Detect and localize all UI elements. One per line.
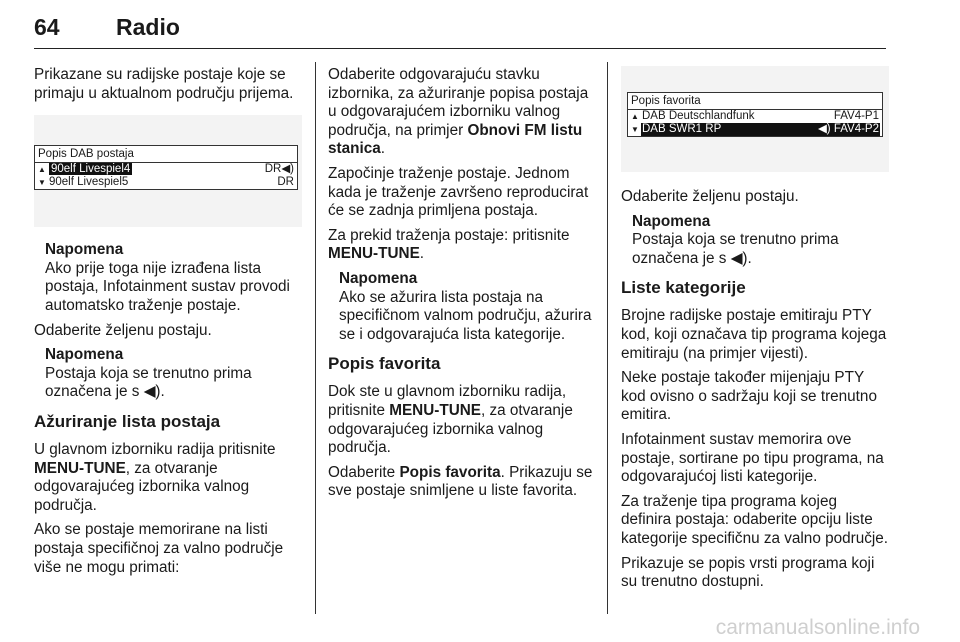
- list-item: ▼ 90elf Livespiel5 DR: [38, 176, 294, 189]
- paragraph: Za traženje tipa programa kojeg definira postaja: odaberite opciju liste kategorije specifičnu za valno područje.: [621, 492, 889, 547]
- page-number: 64: [34, 14, 60, 40]
- note-text: Postaja koja se trenutno prima označena je s ◀).: [632, 231, 839, 267]
- paragraph: Odaberite odgovarajuću stavku izbornika, za ažuriranje popisa postaja u odgovarajućem izborniku valnog područja, na primjer Obnovi FM listu stanica.: [328, 66, 589, 158]
- paragraph: Za prekid traženja postaje: pritisnite MENU-TUNE.: [328, 226, 570, 263]
- paragraph: Infotainment sustav memorira ove postaje, sortirane po tipu programa, na odgovarajućoj listi kategorije.: [621, 430, 884, 486]
- page-header: [34, 14, 886, 49]
- arrow-up-icon: ▲: [631, 112, 639, 121]
- page-title: Radio: [116, 14, 180, 40]
- paragraph: Odaberite Popis favorita. Prikazuju se sve postaje snimljene u liste favorita.: [328, 463, 593, 500]
- note: [632, 213, 889, 269]
- note-heading: Napomena: [339, 269, 418, 287]
- arrow-down-icon: ▼: [631, 125, 639, 134]
- section-heading: Popis favorita: [328, 354, 441, 374]
- list-item: ▲ 90elf Livespiel4 DR◀): [38, 163, 294, 176]
- section-heading: Ažuriranje lista postaja: [34, 411, 221, 431]
- column-divider: [315, 62, 316, 614]
- list-item: ▼ DAB SWR1 RP ◀) FAV4-P2: [631, 123, 879, 135]
- paragraph: Ako se postaje memorirane na listi postaja specifičnoj za valno područje više ne mogu primati:: [34, 521, 284, 576]
- note-text: Postaja koja se trenutno prima označena je s ◀).: [45, 364, 252, 401]
- screen-image-favourites: [621, 66, 889, 172]
- arrow-up-icon: ▲: [38, 165, 46, 175]
- note: [45, 346, 302, 402]
- arrow-down-icon: ▼: [38, 178, 46, 188]
- column-2: [328, 66, 594, 507]
- column-divider: [607, 62, 608, 614]
- section-heading: Liste kategorije: [621, 278, 746, 298]
- paragraph: Neke postaje također mijenjaju PTY kod ovisno o sadržaju koji se trenutno emitira.: [621, 369, 877, 424]
- paragraph: Dok ste u glavnom izborniku radija, pritisnite MENU-TUNE, za otvaranje odgovarajućeg izbornika valnog područja.: [328, 383, 573, 457]
- paragraph: Prikazane su radijske postaje koje se primaju u aktualnom području prijema.: [34, 66, 294, 102]
- note-text: Ako prije toga nije izrađena lista postaja, Infotainment sustav provodi automatsko traženje postaje.: [45, 259, 290, 314]
- screen-image-dab-list: [34, 115, 302, 227]
- screen-title: Popis DAB postaja: [35, 146, 297, 163]
- watermark: carmanualsonline.info: [715, 616, 920, 639]
- paragraph: U glavnom izborniku radija pritisnite MENU-TUNE, za otvaranje odgovarajućeg izbornika valnog područja.: [34, 440, 276, 514]
- list-item: ▲ DAB Deutschlandfunk FAV4-P1: [631, 110, 879, 122]
- note: [339, 270, 594, 344]
- paragraph: Odaberite željenu postaju.: [621, 188, 799, 205]
- screen-title: Popis favorita: [628, 93, 882, 110]
- note-heading: Napomena: [632, 212, 711, 230]
- column-3: [621, 66, 889, 598]
- note: [45, 241, 302, 315]
- radio-screen: [627, 92, 883, 137]
- note-heading: Napomena: [45, 346, 124, 364]
- column-1: [34, 66, 302, 583]
- note-heading: Napomena: [45, 241, 124, 259]
- paragraph: Prikazuje se popis vrsti programa koji su trenutno dostupni.: [621, 554, 875, 591]
- paragraph: Odaberite željenu postaju.: [34, 321, 212, 339]
- paragraph: Brojne radijske postaje emitiraju PTY kod, koji označava tip programa kojega emitiraju (na primjer vijesti).: [621, 307, 887, 362]
- radio-screen: [34, 145, 298, 190]
- paragraph: Započinje traženje postaje. Jednom kada je traženje završeno reproducirat će se zadnja primljena postaja.: [328, 164, 589, 220]
- note-text: Ako se ažurira lista postaja na specifičnom valnom području, ažurira se i odgovarajuća lista kategorije.: [339, 288, 592, 343]
